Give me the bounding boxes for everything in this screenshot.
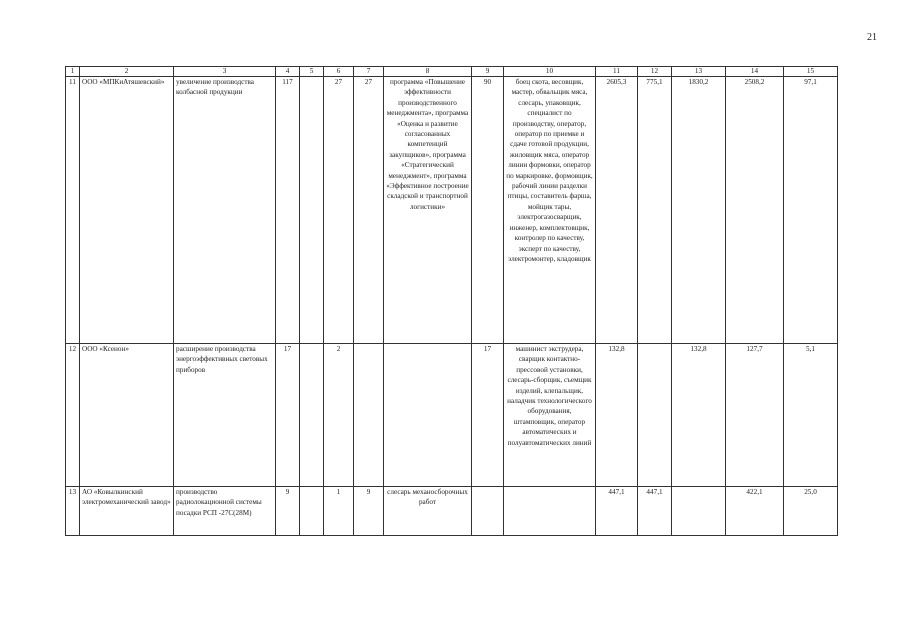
header-cell: 6 xyxy=(324,67,354,77)
value-cell: 5,1 xyxy=(784,344,838,487)
value-cell: 2605,3 xyxy=(596,77,638,344)
value-cell: 97,1 xyxy=(784,77,838,344)
value-cell xyxy=(354,344,384,487)
header-cell: 15 xyxy=(784,67,838,77)
data-table xyxy=(65,66,838,536)
header-cell: 1 xyxy=(66,67,80,77)
program-cell xyxy=(384,344,472,487)
value-cell: 90 xyxy=(472,77,504,344)
value-cell xyxy=(638,344,672,487)
header-cell: 9 xyxy=(472,67,504,77)
value-cell xyxy=(300,344,324,487)
organization-cell: АО «Ковылкинский электромеханический завод» xyxy=(80,487,174,536)
header-cell: 13 xyxy=(672,67,726,77)
value-cell: 1830,2 xyxy=(672,77,726,344)
value-cell: 447,1 xyxy=(596,487,638,536)
value-cell: 422,1 xyxy=(726,487,784,536)
header-cell: 14 xyxy=(726,67,784,77)
header-cell: 5 xyxy=(300,67,324,77)
row-number: 11 xyxy=(66,77,80,344)
table-row xyxy=(66,344,838,487)
project-cell: производство радиолокационной системы посадки РСП -27С(28М) xyxy=(174,487,276,536)
value-cell xyxy=(300,77,324,344)
project-cell: расширение производства энергоэффективных световых приборов xyxy=(174,344,276,487)
header-cell: 12 xyxy=(638,67,672,77)
page-number: 21 xyxy=(867,32,877,43)
value-cell xyxy=(472,487,504,536)
header-cell: 4 xyxy=(276,67,300,77)
organization-cell: ООО «МПКиАтяшевский» xyxy=(80,77,174,344)
row-number: 13 xyxy=(66,487,80,536)
value-cell: 117 xyxy=(276,77,300,344)
value-cell: 775,1 xyxy=(638,77,672,344)
header-cell: 2 xyxy=(80,67,174,77)
header-cell: 7 xyxy=(354,67,384,77)
value-cell: 27 xyxy=(324,77,354,344)
header-cell: 11 xyxy=(596,67,638,77)
value-cell: 2 xyxy=(324,344,354,487)
table-row xyxy=(66,487,838,536)
value-cell: 25,0 xyxy=(784,487,838,536)
header-cell: 3 xyxy=(174,67,276,77)
organization-cell: ООО «Ксенон» xyxy=(80,344,174,487)
header-cell: 10 xyxy=(504,67,596,77)
value-cell: 132,8 xyxy=(672,344,726,487)
value-cell: 9 xyxy=(354,487,384,536)
header-cell: 8 xyxy=(384,67,472,77)
value-cell: 127,7 xyxy=(726,344,784,487)
professions-cell xyxy=(504,487,596,536)
row-number: 12 xyxy=(66,344,80,487)
value-cell: 132,8 xyxy=(596,344,638,487)
professions-cell: машинист экструдера, сварщик контактно-прессовой установки, слесарь-сборщик, съемщик изделий, клепальщик, наладчик технологического оборудования, штамповщик, оператор автоматических и полуавтоматических линий xyxy=(504,344,596,487)
value-cell: 1 xyxy=(324,487,354,536)
value-cell xyxy=(300,487,324,536)
table-row xyxy=(66,77,838,344)
value-cell: 447,1 xyxy=(638,487,672,536)
professions-cell: боец скота, весовщик, мастер, обвальщик мяса, слесарь, упаковщик, специалист по производству, оператор, оператор по приемке и сдаче готовой продукции, жиловщик мяса, оператор линии формовки, оператор по маркировке, формовщик, рабочий линии разделки птицы, составитель фарша, мойщик тары, электрогазосварщик, инженер, комплектовщик, контролер по качеству, эксперт по качеству, электромонтер, кладовщик xyxy=(504,77,596,344)
value-cell: 27 xyxy=(354,77,384,344)
program-cell: слесарь механосборочных работ xyxy=(384,487,472,536)
header-row xyxy=(66,67,838,77)
program-cell: программа «Повышение эффективности производственного менеджмента», программа «Оценка и развитие согласованных компетенций закупщиков», программа «Стратегический менеджмент», программа «Эффективное построение складской и транспортной логистики» xyxy=(384,77,472,344)
project-cell: увеличение производства колбасной продукции xyxy=(174,77,276,344)
value-cell: 2508,2 xyxy=(726,77,784,344)
value-cell xyxy=(672,487,726,536)
value-cell: 17 xyxy=(276,344,300,487)
value-cell: 17 xyxy=(472,344,504,487)
value-cell: 9 xyxy=(276,487,300,536)
